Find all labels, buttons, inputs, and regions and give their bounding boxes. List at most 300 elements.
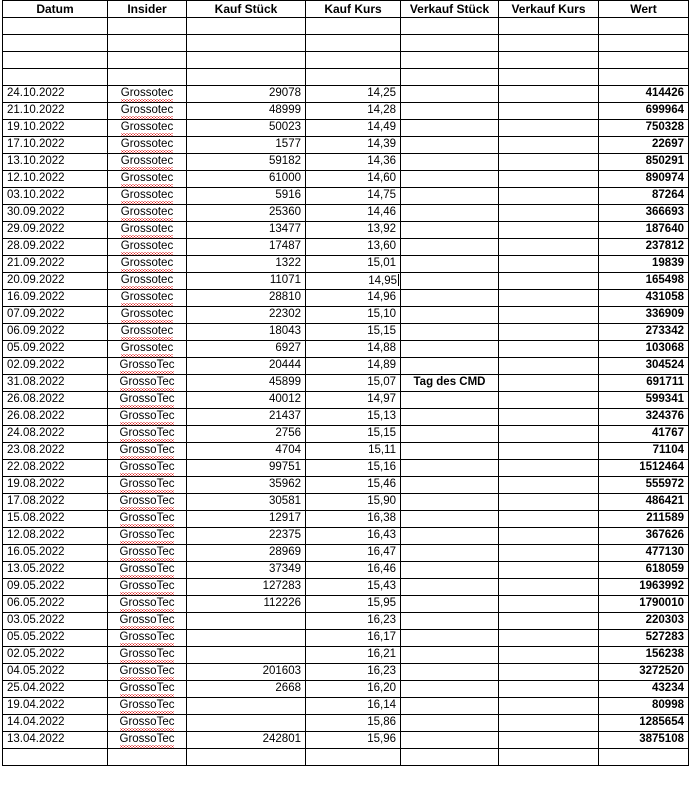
empty-cell[interactable] — [108, 18, 187, 35]
cell-datum[interactable]: 05.05.2022 — [3, 630, 108, 647]
cell-insider[interactable] — [108, 698, 187, 715]
cell-wert[interactable]: 527283 — [599, 630, 689, 647]
cell-verkauf-stueck[interactable] — [401, 239, 499, 256]
cell-verkauf-stueck[interactable] — [401, 477, 499, 494]
cell-kauf-kurs[interactable]: 14,75 — [306, 188, 401, 205]
cell-verkauf-kurs[interactable] — [499, 409, 599, 426]
cell-insider[interactable] — [108, 664, 187, 681]
cell-kauf-stueck[interactable]: 25360 — [187, 205, 306, 222]
cell-verkauf-kurs[interactable] — [499, 698, 599, 715]
cell-wert[interactable]: 1512464 — [599, 460, 689, 477]
cell-wert[interactable]: 3875108 — [599, 732, 689, 749]
cell-kauf-kurs[interactable]: 15,96 — [306, 732, 401, 749]
cell-kauf-stueck[interactable]: 22375 — [187, 528, 306, 545]
cell-kauf-kurs[interactable]: 16,20 — [306, 681, 401, 698]
cell-verkauf-stueck[interactable] — [401, 341, 499, 358]
cell-wert[interactable]: 699964 — [599, 103, 689, 120]
cell-kauf-stueck[interactable] — [187, 630, 306, 647]
cell-datum[interactable]: 13.05.2022 — [3, 562, 108, 579]
cell-verkauf-stueck[interactable] — [401, 494, 499, 511]
cell-verkauf-kurs[interactable] — [499, 205, 599, 222]
cell-kauf-stueck[interactable]: 1577 — [187, 137, 306, 154]
cell-verkauf-kurs[interactable] — [499, 171, 599, 188]
cell-wert[interactable]: 304524 — [599, 358, 689, 375]
column-header-verkauf-stueck[interactable]: Verkauf Stück — [401, 1, 499, 18]
cell-verkauf-stueck[interactable] — [401, 188, 499, 205]
cell-insider[interactable] — [108, 290, 187, 307]
cell-kauf-stueck[interactable]: 40012 — [187, 392, 306, 409]
cell-verkauf-stueck[interactable] — [401, 273, 499, 290]
cell-wert[interactable]: 336909 — [599, 307, 689, 324]
cell-insider[interactable] — [108, 545, 187, 562]
cell-datum[interactable]: 17.10.2022 — [3, 137, 108, 154]
cell-datum[interactable]: 14.04.2022 — [3, 715, 108, 732]
cell-kauf-stueck[interactable] — [187, 647, 306, 664]
cell-kauf-kurs[interactable]: 14,96 — [306, 290, 401, 307]
cell-verkauf-stueck[interactable] — [401, 290, 499, 307]
cell-verkauf-stueck[interactable] — [401, 256, 499, 273]
cell-datum[interactable]: 23.08.2022 — [3, 443, 108, 460]
cell-verkauf-kurs[interactable] — [499, 392, 599, 409]
cell-kauf-kurs[interactable]: 15,15 — [306, 426, 401, 443]
cell-verkauf-kurs[interactable] — [499, 273, 599, 290]
cell-datum[interactable]: 21.10.2022 — [3, 103, 108, 120]
cell-verkauf-kurs[interactable] — [499, 358, 599, 375]
cell-verkauf-stueck[interactable] — [401, 630, 499, 647]
cell-verkauf-stueck[interactable] — [401, 562, 499, 579]
cell-kauf-kurs[interactable]: 16,17 — [306, 630, 401, 647]
cell-kauf-stueck[interactable]: 45899 — [187, 375, 306, 392]
cell-insider[interactable] — [108, 562, 187, 579]
cell-kauf-kurs[interactable]: 14,49 — [306, 120, 401, 137]
cell-verkauf-stueck[interactable] — [401, 664, 499, 681]
cell-kauf-stueck[interactable]: 37349 — [187, 562, 306, 579]
cell-verkauf-stueck[interactable] — [401, 307, 499, 324]
cell-kauf-stueck[interactable]: 18043 — [187, 324, 306, 341]
cell-wert[interactable]: 187640 — [599, 222, 689, 239]
cell-wert[interactable]: 890974 — [599, 171, 689, 188]
cell-datum[interactable]: 25.04.2022 — [3, 681, 108, 698]
cell-kauf-stueck[interactable]: 61000 — [187, 171, 306, 188]
cell-datum[interactable]: 13.10.2022 — [3, 154, 108, 171]
cell-verkauf-stueck[interactable] — [401, 324, 499, 341]
cell-verkauf-kurs[interactable] — [499, 477, 599, 494]
cell-kauf-kurs[interactable]: 15,86 — [306, 715, 401, 732]
cell-verkauf-stueck[interactable] — [401, 528, 499, 545]
cell-verkauf-kurs[interactable] — [499, 154, 599, 171]
cell-kauf-stueck[interactable]: 21437 — [187, 409, 306, 426]
empty-cell[interactable] — [108, 69, 187, 86]
cell-insider[interactable] — [108, 426, 187, 443]
cell-insider[interactable] — [108, 715, 187, 732]
cell-kauf-stueck[interactable]: 59182 — [187, 154, 306, 171]
cell-kauf-stueck[interactable]: 13477 — [187, 222, 306, 239]
cell-wert[interactable]: 618059 — [599, 562, 689, 579]
cell-kauf-kurs[interactable]: 16,21 — [306, 647, 401, 664]
cell-insider[interactable] — [108, 86, 187, 103]
cell-verkauf-kurs[interactable] — [499, 120, 599, 137]
cell-verkauf-stueck[interactable] — [401, 698, 499, 715]
cell-verkauf-kurs[interactable] — [499, 222, 599, 239]
cell-insider[interactable] — [108, 409, 187, 426]
cell-verkauf-kurs[interactable] — [499, 562, 599, 579]
cell-datum[interactable]: 02.09.2022 — [3, 358, 108, 375]
cell-wert[interactable]: 414426 — [599, 86, 689, 103]
cell-kauf-kurs[interactable]: 13,92 — [306, 222, 401, 239]
cell-datum[interactable]: 06.09.2022 — [3, 324, 108, 341]
cell-datum[interactable]: 15.08.2022 — [3, 511, 108, 528]
cell-wert[interactable]: 850291 — [599, 154, 689, 171]
cell-wert[interactable]: 156238 — [599, 647, 689, 664]
empty-cell[interactable] — [599, 52, 689, 69]
cell-kauf-kurs[interactable]: 14,28 — [306, 103, 401, 120]
cell-wert[interactable]: 3272520 — [599, 664, 689, 681]
cell-verkauf-kurs[interactable] — [499, 528, 599, 545]
empty-cell[interactable] — [187, 749, 306, 766]
cell-wert[interactable]: 220303 — [599, 613, 689, 630]
cell-verkauf-kurs[interactable] — [499, 511, 599, 528]
cell-kauf-kurs[interactable]: 13,60 — [306, 239, 401, 256]
cell-wert[interactable]: 211589 — [599, 511, 689, 528]
cell-wert[interactable]: 87264 — [599, 188, 689, 205]
empty-cell[interactable] — [499, 52, 599, 69]
cell-verkauf-stueck[interactable] — [401, 222, 499, 239]
cell-datum[interactable]: 24.10.2022 — [3, 86, 108, 103]
cell-annotation[interactable]: Tag des CMD — [401, 375, 499, 392]
empty-cell[interactable] — [401, 69, 499, 86]
cell-kauf-stueck[interactable]: 12917 — [187, 511, 306, 528]
column-header-wert[interactable]: Wert — [599, 1, 689, 18]
cell-verkauf-stueck[interactable] — [401, 171, 499, 188]
cell-insider[interactable] — [108, 120, 187, 137]
cell-verkauf-kurs[interactable] — [499, 341, 599, 358]
cell-datum[interactable]: 20.09.2022 — [3, 273, 108, 290]
cell-insider[interactable] — [108, 341, 187, 358]
cell-kauf-kurs[interactable]: 15,95 — [306, 596, 401, 613]
cell-insider[interactable] — [108, 460, 187, 477]
cell-insider[interactable] — [108, 375, 187, 392]
cell-verkauf-stueck[interactable] — [401, 613, 499, 630]
cell-insider[interactable] — [108, 443, 187, 460]
cell-verkauf-kurs[interactable] — [499, 460, 599, 477]
cell-datum[interactable]: 24.08.2022 — [3, 426, 108, 443]
cell-verkauf-stueck[interactable] — [401, 579, 499, 596]
cell-kauf-stueck[interactable]: 112226 — [187, 596, 306, 613]
cell-verkauf-kurs[interactable] — [499, 375, 599, 392]
cell-kauf-stueck[interactable]: 201603 — [187, 664, 306, 681]
cell-insider[interactable] — [108, 239, 187, 256]
cell-insider[interactable] — [108, 596, 187, 613]
cell-verkauf-kurs[interactable] — [499, 715, 599, 732]
cell-kauf-stueck[interactable] — [187, 613, 306, 630]
empty-cell[interactable] — [3, 749, 108, 766]
cell-kauf-stueck[interactable]: 35962 — [187, 477, 306, 494]
cell-datum[interactable]: 19.10.2022 — [3, 120, 108, 137]
empty-cell[interactable] — [3, 18, 108, 35]
cell-datum[interactable]: 16.09.2022 — [3, 290, 108, 307]
cell-wert[interactable]: 691711 — [599, 375, 689, 392]
cell-verkauf-kurs[interactable] — [499, 239, 599, 256]
cell-datum[interactable]: 29.09.2022 — [3, 222, 108, 239]
empty-cell[interactable] — [306, 52, 401, 69]
cell-verkauf-stueck[interactable] — [401, 137, 499, 154]
cell-datum[interactable]: 19.04.2022 — [3, 698, 108, 715]
cell-datum[interactable]: 03.10.2022 — [3, 188, 108, 205]
cell-kauf-stueck[interactable]: 6927 — [187, 341, 306, 358]
empty-cell[interactable] — [499, 749, 599, 766]
cell-insider[interactable] — [108, 273, 187, 290]
cell-verkauf-kurs[interactable] — [499, 443, 599, 460]
cell-verkauf-stueck[interactable] — [401, 205, 499, 222]
cell-verkauf-kurs[interactable] — [499, 86, 599, 103]
cell-datum[interactable]: 13.04.2022 — [3, 732, 108, 749]
cell-verkauf-kurs[interactable] — [499, 307, 599, 324]
cell-wert[interactable]: 165498 — [599, 273, 689, 290]
empty-cell[interactable] — [306, 69, 401, 86]
cell-insider[interactable] — [108, 222, 187, 239]
cell-verkauf-kurs[interactable] — [499, 290, 599, 307]
cell-verkauf-stueck[interactable] — [401, 715, 499, 732]
cell-datum[interactable]: 09.05.2022 — [3, 579, 108, 596]
cell-kauf-stueck[interactable]: 4704 — [187, 443, 306, 460]
cell-kauf-stueck[interactable]: 127283 — [187, 579, 306, 596]
cell-verkauf-stueck[interactable] — [401, 103, 499, 120]
cell-datum[interactable]: 06.05.2022 — [3, 596, 108, 613]
empty-cell[interactable] — [599, 18, 689, 35]
cell-datum[interactable]: 02.05.2022 — [3, 647, 108, 664]
cell-kauf-stueck[interactable]: 20444 — [187, 358, 306, 375]
cell-verkauf-stueck[interactable] — [401, 511, 499, 528]
cell-kauf-stueck[interactable]: 2668 — [187, 681, 306, 698]
cell-verkauf-stueck[interactable] — [401, 86, 499, 103]
cell-kauf-kurs[interactable]: 16,46 — [306, 562, 401, 579]
cell-kauf-stueck[interactable]: 30581 — [187, 494, 306, 511]
cell-kauf-stueck[interactable]: 22302 — [187, 307, 306, 324]
cell-insider[interactable] — [108, 392, 187, 409]
empty-cell[interactable] — [187, 69, 306, 86]
empty-cell[interactable] — [499, 69, 599, 86]
cell-datum[interactable]: 12.10.2022 — [3, 171, 108, 188]
cell-datum[interactable]: 12.08.2022 — [3, 528, 108, 545]
cell-verkauf-kurs[interactable] — [499, 732, 599, 749]
cell-kauf-kurs[interactable]: 14,46 — [306, 205, 401, 222]
empty-cell[interactable] — [108, 35, 187, 52]
empty-cell[interactable] — [599, 35, 689, 52]
empty-cell[interactable] — [3, 69, 108, 86]
cell-kauf-kurs[interactable]: 15,15 — [306, 324, 401, 341]
cell-wert[interactable]: 237812 — [599, 239, 689, 256]
cell-verkauf-kurs[interactable] — [499, 647, 599, 664]
cell-kauf-stueck[interactable]: 5916 — [187, 188, 306, 205]
cell-insider[interactable] — [108, 647, 187, 664]
cell-verkauf-kurs[interactable] — [499, 494, 599, 511]
cell-verkauf-stueck[interactable] — [401, 409, 499, 426]
cell-verkauf-stueck[interactable] — [401, 596, 499, 613]
cell-kauf-kurs[interactable]: 14,39 — [306, 137, 401, 154]
cell-wert[interactable]: 71104 — [599, 443, 689, 460]
empty-cell[interactable] — [306, 35, 401, 52]
empty-cell[interactable] — [108, 749, 187, 766]
cell-kauf-kurs[interactable]: 15,16 — [306, 460, 401, 477]
column-header-kauf-kurs[interactable]: Kauf Kurs — [306, 1, 401, 18]
cell-verkauf-stueck[interactable] — [401, 732, 499, 749]
cell-verkauf-stueck[interactable] — [401, 443, 499, 460]
cell-wert[interactable]: 41767 — [599, 426, 689, 443]
cell-insider[interactable] — [108, 477, 187, 494]
cell-verkauf-stueck[interactable] — [401, 120, 499, 137]
empty-cell[interactable] — [187, 18, 306, 35]
cell-kauf-stueck[interactable]: 99751 — [187, 460, 306, 477]
empty-cell[interactable] — [3, 52, 108, 69]
cell-verkauf-kurs[interactable] — [499, 579, 599, 596]
cell-insider[interactable] — [108, 205, 187, 222]
cell-datum[interactable]: 26.08.2022 — [3, 392, 108, 409]
cell-kauf-stueck[interactable]: 48999 — [187, 103, 306, 120]
cell-verkauf-stueck[interactable] — [401, 647, 499, 664]
cell-wert[interactable]: 273342 — [599, 324, 689, 341]
cell-wert[interactable]: 599341 — [599, 392, 689, 409]
cell-wert[interactable]: 43234 — [599, 681, 689, 698]
cell-datum[interactable]: 22.08.2022 — [3, 460, 108, 477]
cell-wert[interactable]: 486421 — [599, 494, 689, 511]
cell-wert[interactable]: 367626 — [599, 528, 689, 545]
cell-kauf-kurs[interactable]: 16,38 — [306, 511, 401, 528]
cell-insider[interactable] — [108, 732, 187, 749]
cell-kauf-stueck[interactable]: 17487 — [187, 239, 306, 256]
cell-kauf-kurs[interactable]: 16,23 — [306, 664, 401, 681]
cell-insider[interactable] — [108, 579, 187, 596]
cell-insider[interactable] — [108, 256, 187, 273]
cell-wert[interactable]: 477130 — [599, 545, 689, 562]
cell-kauf-kurs[interactable]: 15,11 — [306, 443, 401, 460]
cell-insider[interactable] — [108, 528, 187, 545]
cell-datum[interactable]: 05.09.2022 — [3, 341, 108, 358]
cell-insider[interactable] — [108, 154, 187, 171]
cell-kauf-stueck[interactable] — [187, 698, 306, 715]
cell-insider[interactable] — [108, 630, 187, 647]
cell-insider[interactable] — [108, 324, 187, 341]
cell-insider[interactable] — [108, 613, 187, 630]
cell-wert[interactable]: 19839 — [599, 256, 689, 273]
cell-insider[interactable] — [108, 358, 187, 375]
cell-verkauf-stueck[interactable] — [401, 681, 499, 698]
cell-verkauf-stueck[interactable] — [401, 460, 499, 477]
empty-cell[interactable] — [599, 69, 689, 86]
empty-cell[interactable] — [187, 52, 306, 69]
cell-wert[interactable]: 103068 — [599, 341, 689, 358]
cell-kauf-kurs[interactable]: 15,13 — [306, 409, 401, 426]
cell-verkauf-kurs[interactable] — [499, 426, 599, 443]
cell-wert[interactable]: 80998 — [599, 698, 689, 715]
cell-datum[interactable]: 30.09.2022 — [3, 205, 108, 222]
cell-verkauf-stueck[interactable] — [401, 154, 499, 171]
cell-kauf-kurs[interactable]: 14,60 — [306, 171, 401, 188]
cell-kauf-kurs[interactable]: 15,46 — [306, 477, 401, 494]
cell-kauf-kurs[interactable]: 14,88 — [306, 341, 401, 358]
cell-verkauf-kurs[interactable] — [499, 545, 599, 562]
cell-kauf-kurs[interactable]: 14,36 — [306, 154, 401, 171]
cell-wert[interactable]: 750328 — [599, 120, 689, 137]
cell-kauf-stueck[interactable]: 242801 — [187, 732, 306, 749]
cell-verkauf-kurs[interactable] — [499, 613, 599, 630]
empty-cell[interactable] — [401, 52, 499, 69]
cell-wert[interactable]: 1285654 — [599, 715, 689, 732]
cell-wert[interactable]: 366693 — [599, 205, 689, 222]
cell-verkauf-kurs[interactable] — [499, 630, 599, 647]
cell-kauf-kurs[interactable]: 14,89 — [306, 358, 401, 375]
cell-verkauf-kurs[interactable] — [499, 596, 599, 613]
cell-datum[interactable]: 31.08.2022 — [3, 375, 108, 392]
cell-kauf-kurs[interactable] — [306, 273, 401, 290]
empty-cell[interactable] — [306, 18, 401, 35]
cell-verkauf-kurs[interactable] — [499, 137, 599, 154]
cell-kauf-kurs[interactable]: 14,25 — [306, 86, 401, 103]
cell-verkauf-stueck[interactable] — [401, 426, 499, 443]
cell-kauf-kurs[interactable]: 15,43 — [306, 579, 401, 596]
cell-kauf-kurs[interactable]: 15,07 — [306, 375, 401, 392]
empty-cell[interactable] — [108, 52, 187, 69]
cell-kauf-stueck[interactable]: 11071 — [187, 273, 306, 290]
cell-datum[interactable]: 04.05.2022 — [3, 664, 108, 681]
cell-wert[interactable]: 22697 — [599, 137, 689, 154]
cell-kauf-stueck[interactable]: 28810 — [187, 290, 306, 307]
empty-cell[interactable] — [599, 749, 689, 766]
cell-datum[interactable]: 28.09.2022 — [3, 239, 108, 256]
cell-datum[interactable]: 19.08.2022 — [3, 477, 108, 494]
empty-cell[interactable] — [499, 35, 599, 52]
cell-wert[interactable]: 1963992 — [599, 579, 689, 596]
cell-wert[interactable]: 431058 — [599, 290, 689, 307]
cell-insider[interactable] — [108, 307, 187, 324]
cell-kauf-stueck[interactable] — [187, 715, 306, 732]
column-header-kauf-stueck[interactable]: Kauf Stück — [187, 1, 306, 18]
cell-verkauf-kurs[interactable] — [499, 188, 599, 205]
cell-datum[interactable]: 07.09.2022 — [3, 307, 108, 324]
cell-kauf-stueck[interactable]: 1322 — [187, 256, 306, 273]
cell-wert[interactable]: 555972 — [599, 477, 689, 494]
cell-datum[interactable]: 21.09.2022 — [3, 256, 108, 273]
cell-verkauf-stueck[interactable] — [401, 545, 499, 562]
cell-kauf-kurs[interactable]: 16,23 — [306, 613, 401, 630]
cell-verkauf-kurs[interactable] — [499, 324, 599, 341]
cell-verkauf-kurs[interactable] — [499, 664, 599, 681]
cell-wert[interactable]: 324376 — [599, 409, 689, 426]
cell-kauf-kurs[interactable]: 15,10 — [306, 307, 401, 324]
empty-cell[interactable] — [3, 35, 108, 52]
cell-kauf-stueck[interactable]: 50023 — [187, 120, 306, 137]
cell-datum[interactable]: 16.05.2022 — [3, 545, 108, 562]
cell-kauf-kurs[interactable]: 14,97 — [306, 392, 401, 409]
cell-kauf-stueck[interactable]: 29078 — [187, 86, 306, 103]
cell-insider[interactable] — [108, 103, 187, 120]
cell-kauf-stueck[interactable]: 28969 — [187, 545, 306, 562]
cell-datum[interactable]: 17.08.2022 — [3, 494, 108, 511]
cell-wert[interactable]: 1790010 — [599, 596, 689, 613]
cell-kauf-kurs[interactable]: 16,43 — [306, 528, 401, 545]
cell-datum[interactable]: 03.05.2022 — [3, 613, 108, 630]
empty-cell[interactable] — [306, 749, 401, 766]
cell-insider[interactable] — [108, 171, 187, 188]
cell-verkauf-stueck[interactable] — [401, 358, 499, 375]
empty-cell[interactable] — [499, 18, 599, 35]
cell-kauf-stueck[interactable]: 2756 — [187, 426, 306, 443]
column-header-verkauf-kurs[interactable]: Verkauf Kurs — [499, 1, 599, 18]
cell-insider[interactable] — [108, 681, 187, 698]
cell-verkauf-kurs[interactable] — [499, 103, 599, 120]
cell-kauf-kurs[interactable]: 15,90 — [306, 494, 401, 511]
cell-insider[interactable] — [108, 137, 187, 154]
empty-cell[interactable] — [401, 35, 499, 52]
